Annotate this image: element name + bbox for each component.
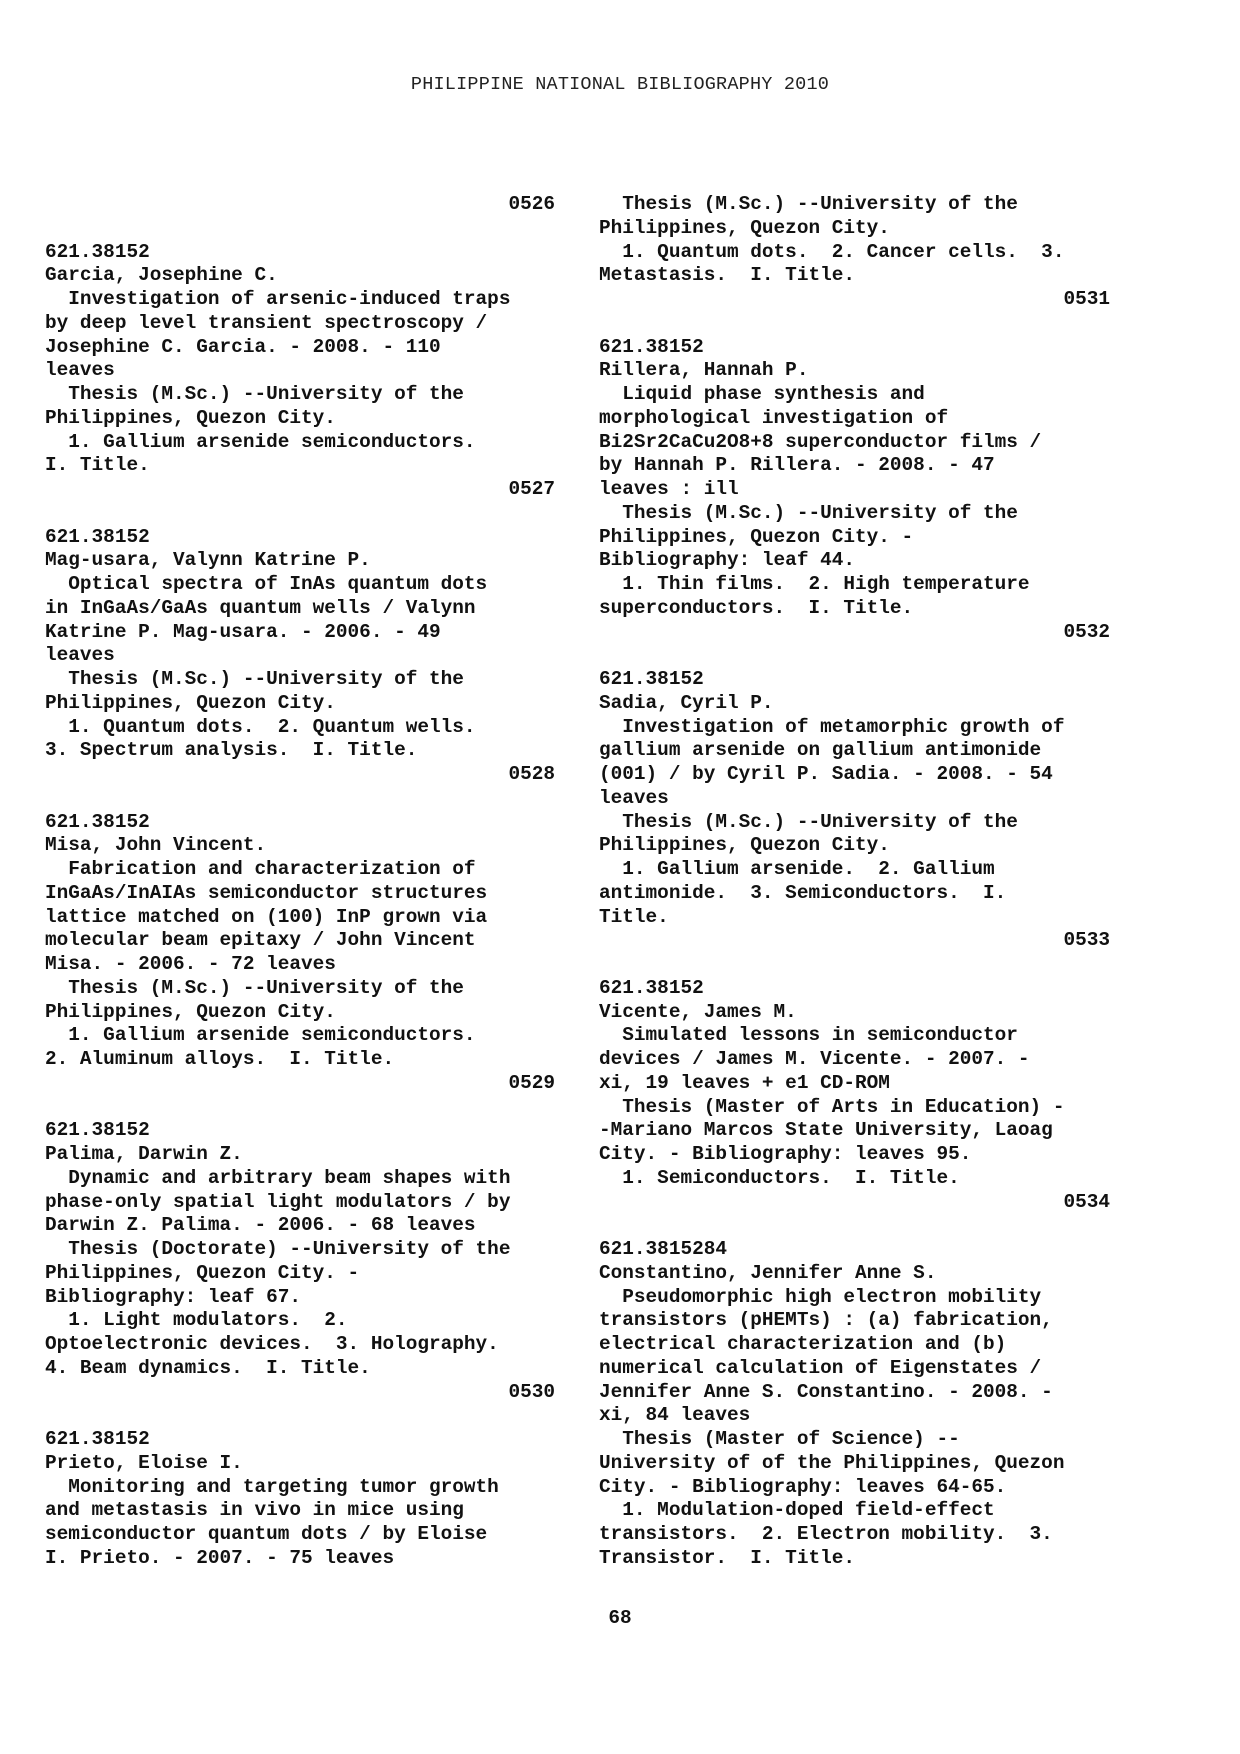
entry-line: I. Title. — [45, 454, 150, 477]
entry-line: 621.38152 — [599, 335, 704, 358]
entry-line: 621.38152 — [599, 976, 704, 999]
entry-line: 1. Gallium arsenide. 2. Gallium — [599, 858, 995, 880]
left-column — [45, 193, 555, 1571]
blank-line — [45, 217, 555, 241]
blank-line — [599, 1214, 1110, 1238]
entry-line: leaves — [45, 644, 115, 667]
entry-number: 0534 — [1063, 1190, 1110, 1213]
entry-line: antimonide. 3. Semiconductors. I. — [599, 881, 1007, 904]
entry-line: Josephine C. Garcia. - 2008. - 110 — [45, 335, 441, 358]
entry-line: (001) / by Cyril P. Sadia. - 2008. - 54 — [599, 763, 1053, 785]
entry-line: numerical calculation of Eigenstates / — [599, 1356, 1042, 1379]
entry-line: 621.38152 — [45, 1119, 150, 1142]
entry-line: leaves — [599, 786, 669, 809]
entry-line: 621.38152 — [45, 240, 150, 263]
entry-number: 0533 — [1063, 929, 1110, 952]
entry-line: Philippines, Quezon City. — [599, 834, 890, 857]
entry-line: 3. Spectrum analysis. I. Title. — [45, 739, 418, 762]
entry-line: Thesis (Master of Arts in Education) - — [599, 1095, 1065, 1118]
entry-line: Jennifer Anne S. Constantino. - 2008. - — [599, 1380, 1053, 1403]
entry-line: Thesis (Master of Science) -- — [599, 1428, 960, 1450]
entry-line: 1. Quantum dots. 2. Cancer cells. 3. — [599, 240, 1065, 263]
entry-line: Sadia, Cyril P. — [599, 691, 774, 714]
entry-line: Pseudomorphic high electron mobility — [599, 1285, 1042, 1308]
running-head: PHILIPPINE NATIONAL BIBLIOGRAPHY 2010 — [410, 74, 830, 95]
entry-line: leaves — [45, 359, 115, 382]
entry-line: and metastasis in vivo in mice using — [45, 1499, 464, 1522]
entry-line: 1. Quantum dots. 2. Quantum wells. — [45, 715, 476, 738]
entry-line: -Mariano Marcos State University, Laoag — [599, 1119, 1053, 1142]
entry-line: transistors (pHEMTs) : (a) fabrication, — [599, 1309, 1053, 1332]
blank-line — [45, 787, 555, 811]
entry-line: molecular beam epitaxy / John Vincent — [45, 929, 476, 952]
entry-line: 621.38152 — [45, 525, 150, 548]
entry-line: xi, 84 leaves — [599, 1404, 751, 1427]
entry-line: 621.3815284 — [599, 1238, 727, 1260]
entry-line: morphological investigation of — [599, 406, 949, 429]
entry-line: Bibliography: leaf 67. — [45, 1285, 301, 1308]
entry-line: Liquid phase synthesis and — [599, 383, 925, 405]
entry-line: 2. Aluminum alloys. I. Title. — [45, 1048, 395, 1070]
entry-line: 1. Gallium arsenide semiconductors. — [45, 1024, 476, 1047]
blank-line — [45, 1096, 555, 1120]
entry-line: Philippines, Quezon City. — [45, 1000, 336, 1023]
entry-line: Thesis (M.Sc.) --University of the — [599, 501, 1018, 524]
entry-line: Mag-usara, Valynn Katrine P. — [45, 549, 371, 572]
entry-number: 0531 — [1063, 288, 1110, 310]
entry-line: Katrine P. Mag-usara. - 2006. - 49 — [45, 620, 441, 643]
entry-line: 621.38152 — [599, 668, 704, 690]
entry-line: 1. Modulation-doped field-effect — [599, 1499, 995, 1522]
entry-line: Thesis (M.Sc.) --University of the — [45, 976, 464, 999]
entry-line: InGaAs/InAIAs semiconductor structures — [45, 881, 488, 904]
entry-line: devices / James M. Vicente. - 2007. - — [599, 1048, 1030, 1070]
entry-line: Palima, Darwin Z. — [45, 1143, 243, 1165]
entry-line: Thesis (M.Sc.) --University of the — [599, 810, 1018, 833]
entry-line: Prieto, Eloise I. — [45, 1451, 243, 1474]
entry-number: 0530 — [508, 1380, 555, 1403]
entry-line: xi, 19 leaves + e1 CD-ROM — [599, 1071, 890, 1094]
blank-line — [45, 1404, 555, 1428]
entry-line: transistors. 2. Electron mobility. 3. — [599, 1523, 1053, 1545]
entry-line: Thesis (Doctorate) --University of the — [45, 1238, 511, 1260]
entry-line: University of of the Philippines, Quezon — [599, 1451, 1065, 1474]
blank-line — [599, 312, 1110, 336]
entry-line: Misa. - 2006. - 72 leaves — [45, 953, 336, 975]
entry-line: electrical characterization and (b) — [599, 1333, 1007, 1355]
entry-line: 1. Gallium arsenide semiconductors. — [45, 430, 476, 453]
entry-line: in InGaAs/GaAs quantum wells / Valynn — [45, 596, 476, 619]
blank-line — [45, 502, 555, 526]
entry-line: Rillera, Hannah P. — [599, 359, 809, 382]
right-column — [599, 193, 1110, 1571]
blank-line — [599, 644, 1110, 668]
entry-line: gallium arsenide on gallium antimonide — [599, 739, 1042, 762]
entry-line: Garcia, Josephine C. — [45, 264, 278, 287]
entry-line: Title. — [599, 905, 669, 928]
entry-line: phase-only spatial light modulators / by — [45, 1190, 511, 1213]
entry-line: Vicente, James M. — [599, 1000, 797, 1023]
entry-line: Thesis (M.Sc.) --University of the — [599, 193, 1018, 215]
entry-line: 4. Beam dynamics. I. Title. — [45, 1356, 371, 1379]
entry-line: Dynamic and arbitrary beam shapes with — [45, 1166, 511, 1189]
entry-line: Thesis (M.Sc.) --University of the — [45, 383, 464, 405]
entry-number: 0529 — [508, 1071, 555, 1094]
entry-line: I. Prieto. - 2007. - 75 leaves — [45, 1546, 395, 1569]
entry-line: 1. Semiconductors. I. Title. — [599, 1166, 960, 1189]
entry-line: 621.38152 — [45, 1428, 150, 1450]
blank-line — [599, 953, 1110, 977]
entry-line: by deep level transient spectroscopy / — [45, 311, 488, 334]
page-number: 68 — [608, 1607, 632, 1629]
entry-line: Transistor. I. Title. — [599, 1546, 855, 1569]
entry-line: 1. Light modulators. 2. — [45, 1309, 348, 1332]
entry-line: Bibliography: leaf 44. — [599, 549, 855, 572]
entry-line: by Hannah P. Rillera. - 2008. - 47 — [599, 454, 995, 477]
entry-line: Constantino, Jennifer Anne S. — [599, 1261, 937, 1284]
entry-line: superconductors. I. Title. — [599, 596, 914, 619]
entry-number: 0527 — [508, 478, 555, 500]
entry-number: 0528 — [508, 763, 555, 785]
entry-line: leaves : ill — [599, 478, 739, 500]
entry-line: Thesis (M.Sc.) --University of the — [45, 668, 464, 690]
entry-line: Simulated lessons in semiconductor — [599, 1024, 1018, 1047]
entry-line: Philippines, Quezon City. — [599, 216, 890, 239]
entry-line: 1. Thin films. 2. High temperature — [599, 573, 1030, 595]
entry-line: Monitoring and targeting tumor growth — [45, 1475, 499, 1498]
entry-line: Metastasis. I. Title. — [599, 264, 855, 287]
entry-line: semiconductor quantum dots / by Eloise — [45, 1523, 488, 1545]
entry-line: City. - Bibliography: leaves 95. — [599, 1143, 972, 1165]
entry-number: 0526 — [508, 193, 555, 215]
entry-line: Fabrication and characterization of — [45, 858, 476, 880]
entry-line: Optical spectra of InAs quantum dots — [45, 573, 488, 595]
entry-line: 621.38152 — [45, 810, 150, 833]
entry-number: 0532 — [1063, 620, 1110, 643]
entry-line: Misa, John Vincent. — [45, 834, 267, 857]
entry-line: Darwin Z. Palima. - 2006. - 68 leaves — [45, 1214, 476, 1237]
entry-line: Philippines, Quezon City. — [45, 406, 336, 429]
entry-line: lattice matched on (100) InP grown via — [45, 905, 488, 928]
entry-line: Bi2Sr2CaCu2O8+8 superconductor films / — [599, 430, 1042, 453]
entry-line: Investigation of metamorphic growth of — [599, 715, 1065, 738]
entry-line: Philippines, Quezon City. - — [45, 1261, 360, 1284]
entry-line: City. - Bibliography: leaves 64-65. — [599, 1475, 1007, 1498]
entry-line: Philippines, Quezon City. — [45, 691, 336, 714]
entry-line: Investigation of arsenic-induced traps — [45, 288, 511, 310]
entry-line: Optoelectronic devices. 3. Holography. — [45, 1333, 499, 1355]
entry-line: Philippines, Quezon City. - — [599, 525, 914, 548]
